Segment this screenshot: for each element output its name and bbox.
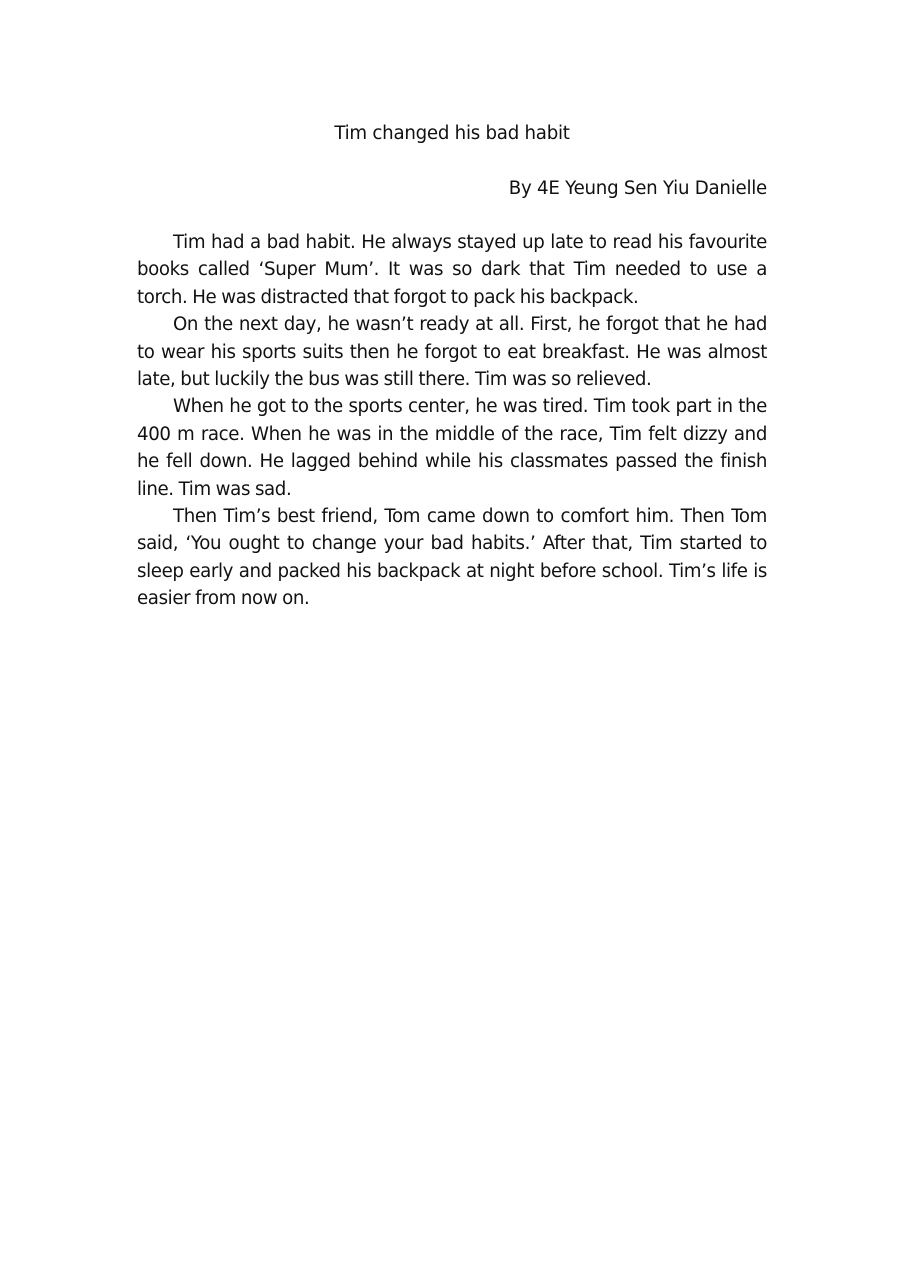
story-body: [137, 229, 767, 613]
paragraph-1: Tim had a bad habit. He always stayed up late to read his favourite books called ‘Super Mum’. It was so dark that Tim needed to use a torch. He was distracted that forgot to pack his backpack.: [137, 232, 767, 308]
paragraph-4: Then Tim’s best friend, Tom came down to comfort him. Then Tom said, ‘You ought to change your bad habits.’ After that, Tim started to sleep early and packed his backpack at night before school. Tim’s life is easier from now on.: [137, 506, 767, 610]
document-content: [137, 119, 767, 613]
author-byline: By 4E Yeung Sen Yiu Danielle: [508, 178, 767, 199]
paragraph-2: On the next day, he wasn’t ready at all. First, he forgot that he had to wear his sports suits then he forgot to eat breakfast. He was almost late, but luckily the bus was still there. Tim was so relieved.: [137, 314, 767, 391]
document-title: Tim changed his bad habit: [334, 123, 570, 144]
paragraph-3: When he got to the sports center, he was tired. Tim took part in the 400 m race. When he was in the middle of the race, Tim felt dizzy and he fell down. He lagged behind while his classmates passed the finish line. Tim was sad.: [137, 396, 767, 500]
